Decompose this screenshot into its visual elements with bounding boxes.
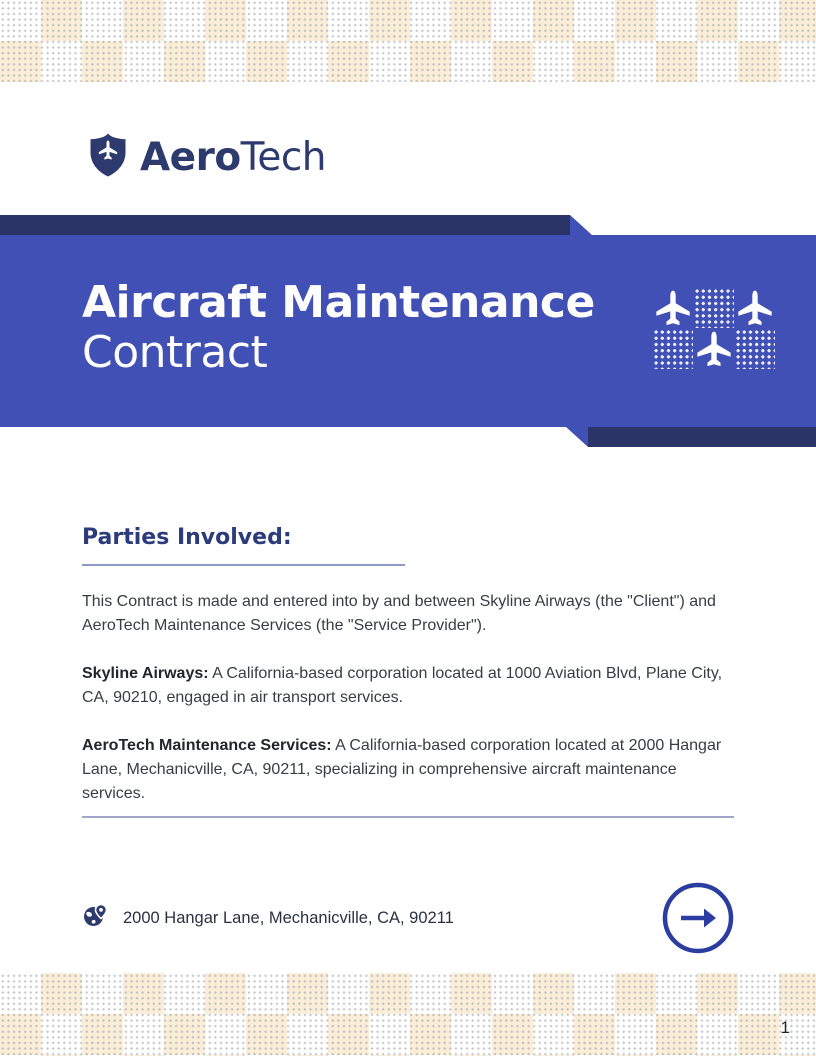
address-row bbox=[82, 903, 454, 934]
aerotech-logo bbox=[88, 131, 326, 184]
plane-checker-grid bbox=[653, 288, 775, 369]
paragraph-provider bbox=[82, 734, 734, 806]
arrow-right-circle-icon[interactable] bbox=[662, 882, 734, 954]
section-heading: Parties Involved: bbox=[82, 525, 292, 550]
shield-plane-icon bbox=[88, 131, 128, 184]
plane-icon bbox=[653, 288, 693, 328]
brand-bold: Aero bbox=[140, 135, 241, 180]
plane-icon bbox=[694, 329, 734, 369]
paragraph-client bbox=[82, 662, 734, 710]
paragraph-text: A California-based corporation located at 1000 Aviation Blvd, Plane City, CA, 90210, engaged in air transport services. bbox=[82, 665, 723, 706]
halftone-square bbox=[653, 329, 693, 369]
heading-underline bbox=[82, 564, 405, 566]
contract-body bbox=[82, 524, 734, 818]
paragraph-text: This Contract is made and entered into by and between Skyline Airways (the "Client") and AeroTech Maintenance Services (the "Service Provider"). bbox=[82, 593, 716, 634]
document-title bbox=[82, 278, 595, 378]
footer-address: 2000 Hangar Lane, Mechanicville, CA, 90211 bbox=[123, 908, 454, 927]
halftone-square bbox=[694, 288, 734, 328]
paragraph-lead: Skyline Airways: bbox=[82, 665, 209, 682]
paragraph-lead: AeroTech Maintenance Services: bbox=[82, 737, 332, 754]
section-divider bbox=[82, 816, 734, 818]
halftone-square bbox=[735, 329, 775, 369]
title-line-2: Contract bbox=[82, 327, 268, 378]
ribbon-bottom-fold bbox=[566, 427, 588, 447]
bottom-checker-band bbox=[0, 973, 816, 1056]
ribbon-top-fold bbox=[570, 215, 592, 235]
brand-regular: Tech bbox=[240, 135, 327, 180]
title-banner bbox=[0, 235, 816, 427]
plane-icon bbox=[735, 288, 775, 328]
paragraph-intro bbox=[82, 590, 734, 638]
ribbon-bottom-strip bbox=[588, 427, 816, 447]
paragraph-text: A California-based corporation located at 2000 Hangar Lane, Mechanicville, CA, 90211, specializing in comprehensive aircraft maintenance services. bbox=[82, 737, 722, 802]
globe-location-icon bbox=[82, 903, 108, 934]
brand-wordmark bbox=[140, 135, 327, 180]
title-line-1: Aircraft Maintenance bbox=[82, 277, 595, 328]
page-number: 1 bbox=[780, 1018, 790, 1037]
top-checker-band bbox=[0, 0, 816, 82]
ribbon-top-strip bbox=[0, 215, 570, 235]
page-footer bbox=[82, 882, 734, 954]
